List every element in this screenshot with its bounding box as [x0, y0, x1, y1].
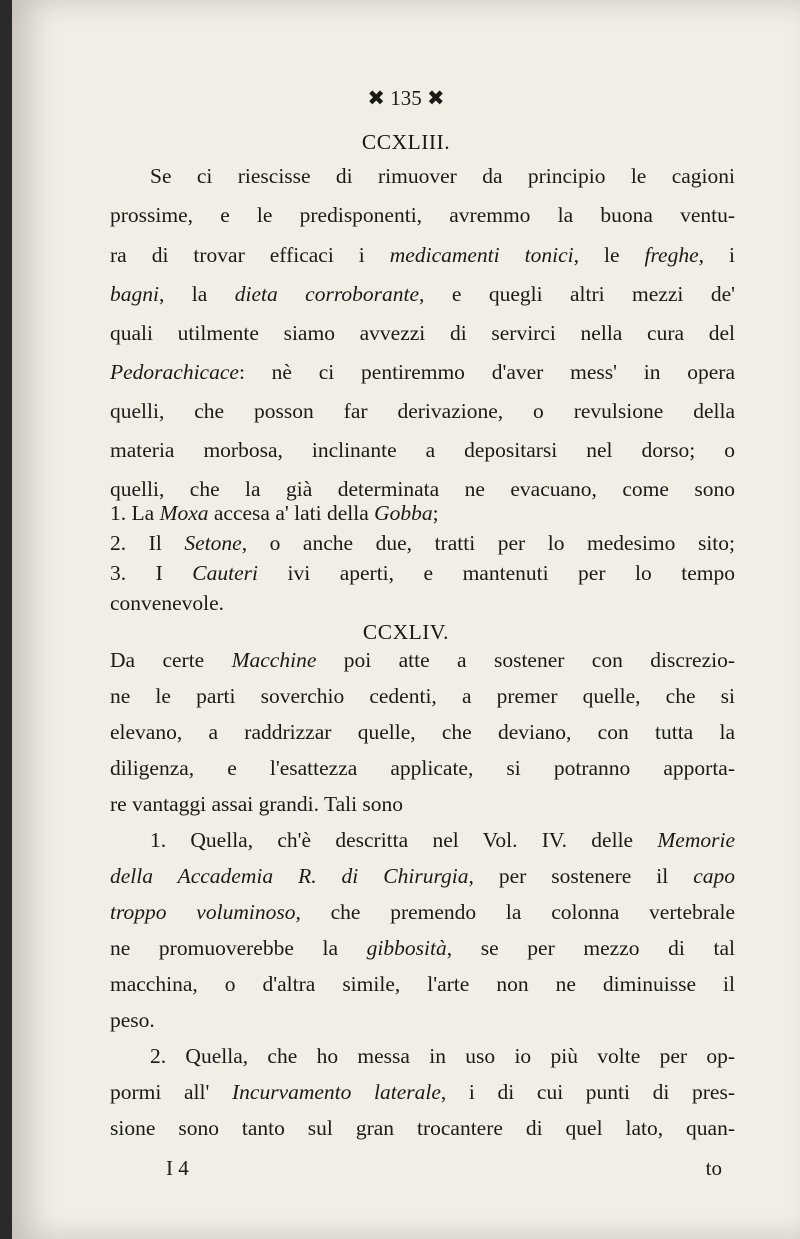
paragraph-line: Pedorachicace: nè ci pentiremmo d'aver mess' in opera [110, 360, 735, 384]
paragraph-line: materia morbosa, inclinante a depositarsi nel dorso; o [110, 438, 735, 462]
paragraph-line: ne le parti soverchio cedenti, a premer quelle, che si [110, 684, 735, 708]
paragraph-line: macchina, o d'altra simile, l'arte non ne diminuisse il [110, 972, 735, 996]
paragraph-line: quelli, che posson far derivazione, o revulsione della [110, 399, 735, 423]
paragraph-line: convenevole. [110, 591, 225, 615]
paragraph-line: sione sono tanto sul gran trocantere di quel lato, quan- [110, 1116, 735, 1140]
list-item: 2. Il Setone, o anche due, tratti per lo medesimo sito; [110, 531, 735, 555]
paragraph-line: peso. [110, 1008, 155, 1032]
paragraph-line: prossime, e le predisponenti, avremmo la buona ventu- [110, 203, 735, 227]
paragraph-line: diligenza, e l'esattezza applicate, si potranno apporta- [110, 756, 735, 780]
paragraph-line: ra di trovar efficaci i medicamenti tonici, le freghe, i [110, 243, 735, 267]
section-heading-ccxliv: CCXLIV. [362, 620, 450, 644]
paragraph-line: Da certe Macchine poi atte a sostener con discrezio- [110, 648, 735, 672]
list-item: 1. La Moxa accesa a' lati della Gobba; [110, 501, 439, 525]
paragraph-line: quelli, che la già determinata ne evacuano, come sono [110, 477, 735, 501]
paragraph-line: pormi all' Incurvamento laterale, i di cui punti di pres- [110, 1080, 735, 1104]
paragraph-line: Se ci riescisse di rimuover da principio le cagioni [150, 164, 735, 188]
list-item: 1. Quella, ch'è descritta nel Vol. IV. delle Memorie [150, 828, 735, 852]
paragraph-line: della Accademia R. di Chirurgia, per sostenere il capo [110, 864, 735, 888]
book-page [12, 0, 800, 1239]
paragraph-line: re vantaggi assai grandi. Tali sono [110, 792, 404, 816]
section-heading-ccxliii: CCXLIII. [361, 130, 451, 154]
paragraph-line: elevano, a raddrizzar quelle, che deviano, con tutta la [110, 720, 735, 744]
paragraph-line: ne promuoverebbe la gibbosità, se per mezzo di tal [110, 936, 735, 960]
catchword: to [705, 1156, 722, 1180]
paragraph-line: troppo voluminoso, che premendo la colonna vertebrale [110, 900, 735, 924]
signature-mark: I 4 [166, 1156, 189, 1180]
paragraph-line: bagni, la dieta corroborante, e quegli altri mezzi de' [110, 282, 735, 306]
paragraph-line: quali utilmente siamo avvezzi di servirci nella cura del [110, 321, 735, 345]
page-number-header: ✖ 135 ✖ [367, 86, 445, 110]
list-item: 2. Quella, che ho messa in uso io più volte per op- [150, 1044, 735, 1068]
list-item: 3. I Cauteri ivi aperti, e mantenuti per lo tempo [110, 561, 735, 585]
